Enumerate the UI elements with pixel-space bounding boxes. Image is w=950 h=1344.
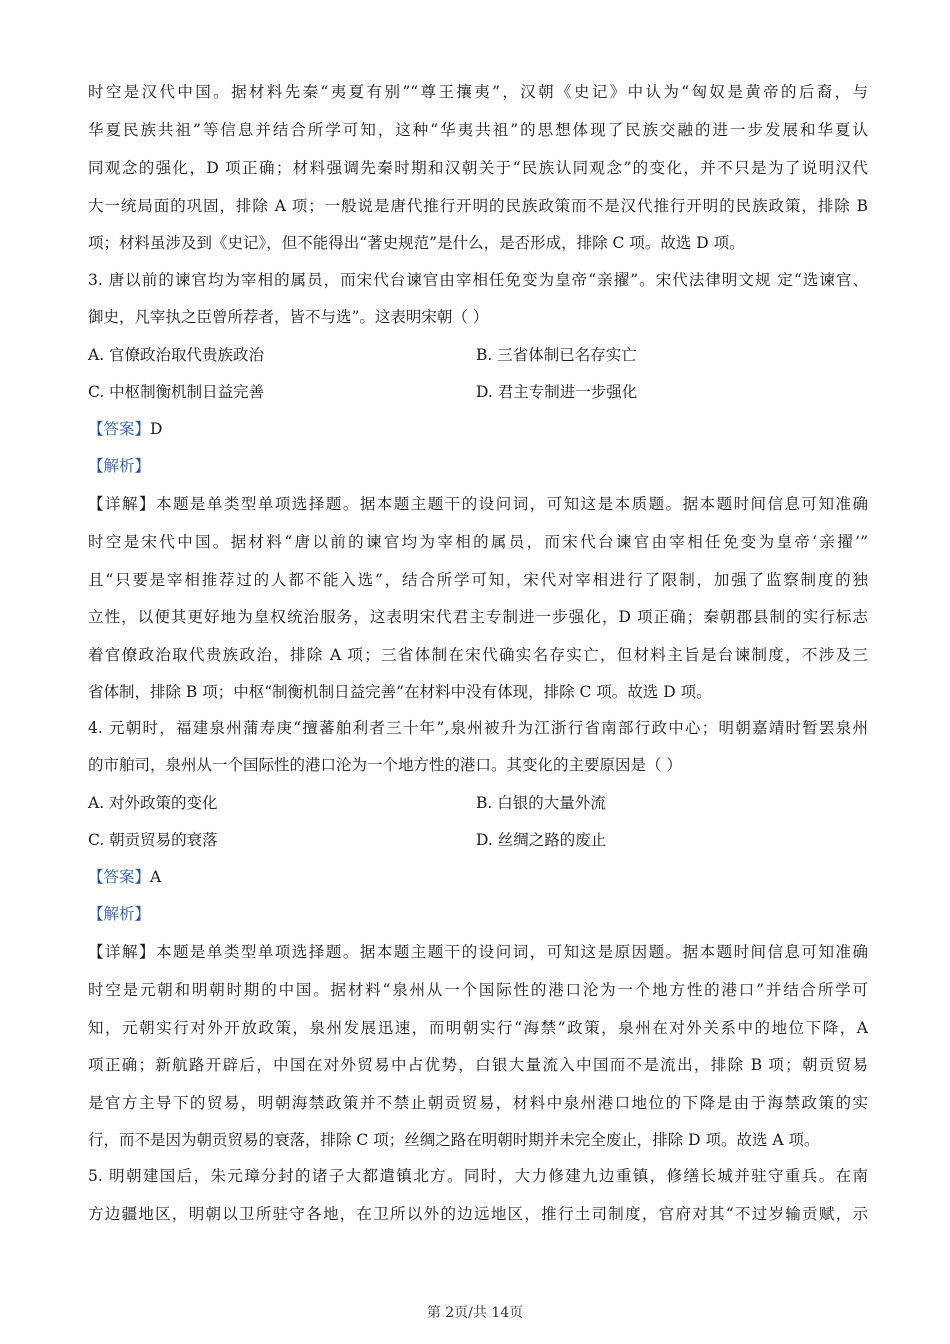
analysis-tag: 【解析】 <box>88 905 151 923</box>
question-4-option-b: B. 白银的大量外流 <box>476 794 606 812</box>
question-5-stem: 5. 明朝建国后，朱元璋分封的诸子大都遣镇北方。同时，大力修建九边重镇，修缮长城并驻守重兵。在南 <box>88 1167 868 1185</box>
text-line: 知，元朝实行对外开放政策，泉州发展迅速，而明朝实行“海禁”政策，泉州在对外关系中的地位下降，A <box>88 1019 868 1037</box>
answer-value: D <box>150 420 163 438</box>
text-line: 是官方主导下的贸易，明朝海禁政策并不禁止朝贡贸易，材料中泉州港口地位的下降是由于海禁政策的实 <box>88 1094 868 1112</box>
question-4-stem: 的市舶司，泉州从一个国际性的港口沦为一个地方性的港口。其变化的主要原因是（ ） <box>88 756 682 774</box>
text-line: 省体制，排除 B 项；中枢“制衡机制日益完善”在材料中没有体现，排除 C 项。故选 D 项。 <box>88 683 712 701</box>
question-3-option-c: C. 中枢制衡机制日益完善 <box>88 383 265 401</box>
question-4-option-c: C. 朝贡贸易的衰落 <box>88 831 218 849</box>
page-footer: 第 2页/共 14页 <box>426 1305 524 1321</box>
text-line: 行，而不是因为朝贡贸易的衰落，排除 C 项；丝绸之路在明朝时期并未完全废止，排除 D 项。故选 A 项。 <box>88 1131 820 1149</box>
text-line: 着官僚政治取代贵族政治，排除 A 项；三省体制在宋代确实名存实亡，但材料主旨是台谏制度，不涉及三 <box>88 646 868 664</box>
text-line: 【详解】本题是单类型单项选择题。据本题主题干的设问词，可知这是本质题。据本题时间信息可知准确 <box>88 495 868 513</box>
question-3-answer <box>88 419 868 439</box>
text-line: 大一统局面的巩固，排除 A 项；一般说是唐代推行开明的民族政策而不是汉代推行开明的民族政策，排除 B <box>88 197 868 215</box>
text-line: 华夏民族共祖”等信息并结合所学可知，这种“华夷共祖”的思想体现了民族交融的进一步发展和华夏认 <box>88 121 868 139</box>
question-4-answer <box>88 867 868 887</box>
question-4-option-d: D. 丝绸之路的废止 <box>476 831 607 849</box>
question-3-option-b: B. 三省体制已名存实亡 <box>476 346 637 364</box>
question-4-stem: 4. 元朝时，福建泉州蒲寿庚“擅蕃舶利者三十年”,泉州被升为江浙行省南部行政中心；明朝嘉靖时暂罢泉州 <box>88 719 868 737</box>
text-line: 时空是汉代中国。据材料先秦“夷夏有别”“尊王攘夷”，汉朝《史记》中认为“匈奴是黄帝的后裔，与 <box>88 83 868 101</box>
question-3-option-d: D. 君主专制进一步强化 <box>476 383 638 401</box>
question-3-stem: 御史，凡宰执之臣曾所荐者，皆不与选”。这表明宋朝（ ） <box>88 308 489 326</box>
answer-tag: 【答案】 <box>88 868 151 886</box>
text-line: 立性，以便其更好地为皇权统治服务，这表明宋代君主专制进一步强化，D 项正确；秦朝郡县制的实行标志 <box>88 608 868 626</box>
answer-tag: 【答案】 <box>88 420 151 438</box>
text-line: 时空是宋代中国。据材料“唐以前的谏官均为宰相的属员，而宋代台谏官由宰相任免变为皇帝‘亲擢’” <box>88 533 868 551</box>
text-line: 【详解】本题是单类型单项选择题。据本题主题干的设问词，可知这是原因题。据本题时间信息可知准确 <box>88 943 868 961</box>
text-line: 且“只要是宰相推荐过的人都不能入选”，结合所学可知，宋代对宰相进行了限制，加强了监察制度的独 <box>88 571 868 589</box>
text-line: 项；材料虽涉及到《史记》，但不能得出“著史规范”是什么，是否形成，排除 C 项。故选 D 项。 <box>88 234 745 252</box>
question-3-option-a: A. 官僚政治取代贵族政治 <box>88 346 265 364</box>
text-line: 项正确；新航路开辟后，中国在对外贸易中占优势，白银大量流入中国而不是流出，排除 B 项；朝贡贸易 <box>88 1056 868 1074</box>
text-line: 时空是元朝和明朝时期的中国。据材料“泉州从一个国际性的港口沦为一个地方性的港口”并结合所学可 <box>88 981 868 999</box>
text-line: 同观念的强化，D 项正确；材料强调先秦时期和汉朝关于“民族认同观念”的变化，并不只是为了说明汉代 <box>88 159 868 177</box>
question-3-stem: 3. 唐以前的谏官均为宰相的属员，而宋代台谏官由宰相任免变为皇帝“亲擢”。宋代法律明文规 定“选谏官、 <box>88 271 868 289</box>
answer-value: A <box>150 868 162 886</box>
question-4-option-a: A. 对外政策的变化 <box>88 794 218 812</box>
analysis-tag: 【解析】 <box>88 457 151 475</box>
question-5-stem: 方边疆地区，明朝以卫所驻守各地，在卫所以外的边远地区，推行土司制度，官府对其“不过岁输贡赋，示 <box>88 1205 868 1223</box>
